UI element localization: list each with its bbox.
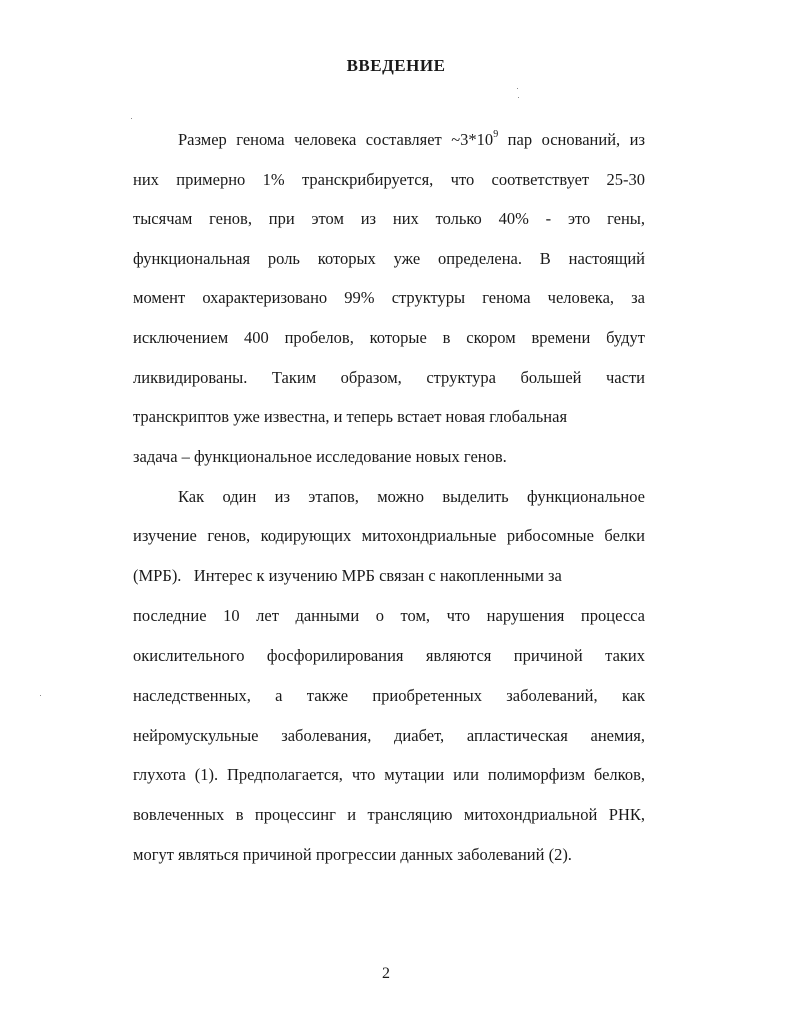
text-line: задача – функциональное исследование новых генов. bbox=[133, 447, 507, 466]
text-line: последние 10 лет данными о том, что нарушения процесса bbox=[133, 606, 645, 625]
text-line: могут являться причиной прогрессии данных заболеваний (2). bbox=[133, 845, 572, 864]
text-line: них примерно 1% транскрибируется, что соответствует 25-30 bbox=[133, 170, 645, 189]
text-line bbox=[178, 130, 645, 150]
scan-speck bbox=[40, 695, 41, 696]
text-line: функциональная роль которых уже определена. В настоящий bbox=[133, 249, 645, 268]
text-line: изучение генов, кодирующих митохондриальные рибосомные белки bbox=[133, 526, 645, 545]
text-line: наследственных, а также приобретенных заболеваний, как bbox=[133, 686, 645, 705]
text-line: транскриптов уже известна, и теперь встает новая глобальная bbox=[133, 407, 568, 426]
superscript: 9 bbox=[493, 129, 499, 140]
text-line: тысячам генов, при этом из них только 40% - это гены, bbox=[133, 209, 645, 228]
text-line: ликвидированы. Таким образом, структура большей части bbox=[133, 368, 645, 387]
text-line: исключением 400 пробелов, которые в скором времени будут bbox=[133, 328, 645, 347]
text-line: (МРБ). Интерес к изучению МРБ связан с накопленными за bbox=[133, 566, 562, 585]
scan-speck bbox=[517, 88, 518, 89]
text-line: нейромускульные заболевания, диабет, апластическая анемия, bbox=[133, 726, 645, 745]
page-title: ВВЕДЕНИЕ bbox=[346, 56, 446, 75]
text-segment: Размер генома человека составляет ~3*10 bbox=[178, 130, 494, 149]
text-line: глухота (1). Предполагается, что мутации или полиморфизм белков, bbox=[133, 765, 645, 784]
text-line: вовлеченных в процессинг и трансляцию митохондриальной РНК, bbox=[133, 805, 645, 824]
text-segment: пар оснований, из bbox=[498, 130, 645, 149]
text-line: окислительного фосфорилирования являются причиной таких bbox=[133, 646, 645, 665]
text-line: момент охарактеризовано 99% структуры генома человека, за bbox=[133, 288, 645, 307]
text-line: Как один из этапов, можно выделить функциональное bbox=[178, 487, 645, 506]
scan-speck bbox=[518, 97, 519, 98]
scan-speck bbox=[131, 118, 132, 119]
page-number: 2 bbox=[382, 965, 390, 982]
